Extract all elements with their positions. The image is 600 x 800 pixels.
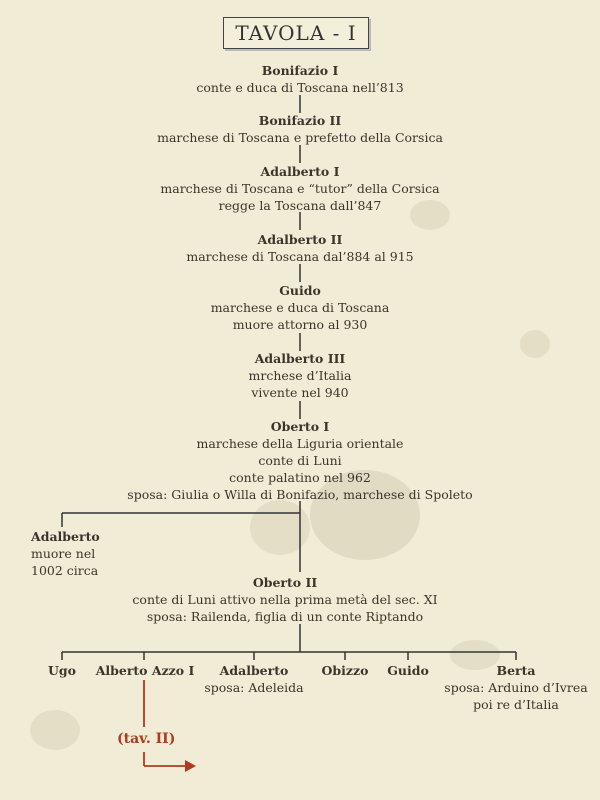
person-name: Bonifazio I	[261, 63, 339, 78]
person-name: Ugo	[48, 663, 76, 678]
page-title: TAVOLA - I	[223, 17, 369, 49]
person-info: poi re d’Italia	[473, 697, 559, 712]
person-name: Adalberto III	[254, 351, 346, 366]
person-adalberto-iii	[249, 350, 352, 401]
person-name: Adalberto II	[257, 232, 343, 247]
person-info: vivente nel 940	[251, 385, 349, 400]
person-info: 1002 circa	[31, 563, 99, 578]
person-info: marchese di Toscana e “tutor” della Corsica	[160, 181, 440, 196]
person-name: Guido	[279, 283, 321, 298]
person-info: marchese e duca di Toscana	[210, 300, 390, 315]
person-oberto-ii	[132, 574, 437, 625]
person-obizzo	[322, 662, 369, 679]
person-info: sposa: Giulia o Willa di Bonifazio, marchese di Spoleto	[127, 487, 473, 502]
person-info: muore nel	[31, 546, 96, 561]
person-info: conte palatino nel 962	[229, 470, 371, 485]
person-name: Oberto II	[252, 575, 318, 590]
person-bonifazio-i	[196, 62, 403, 96]
person-name: Guido	[387, 663, 429, 678]
table-reference-link[interactable]: (tav. II)	[117, 731, 176, 747]
person-info: sposa: Railenda, figlia di un conte Riptando	[146, 609, 424, 624]
person-info: conte di Luni attivo nella prima metà del sec. XI	[132, 592, 438, 607]
reference-arrow	[144, 680, 188, 766]
person-adalberto-grandson	[204, 662, 303, 696]
person-oberto-i	[127, 418, 472, 503]
person-info: sposa: Adeleida	[204, 680, 304, 695]
person-info: regge la Toscana dall’847	[218, 198, 382, 213]
person-name: Adalberto	[31, 529, 100, 544]
arrow-head-icon	[185, 760, 196, 772]
person-info: mrchese d’Italia	[248, 368, 352, 383]
person-name: Bonifazio II	[258, 113, 342, 128]
person-info: marchese di Toscana dal’884 al 915	[186, 249, 414, 264]
person-name: Berta	[496, 663, 536, 678]
person-adalberto-son	[31, 528, 100, 579]
person-adalberto-i	[160, 163, 439, 214]
person-name: Adalberto I	[260, 164, 340, 179]
person-bonifazio-ii	[157, 112, 443, 146]
person-name: Oberto I	[270, 419, 330, 434]
person-guido-grandson	[387, 662, 429, 679]
person-berta	[444, 662, 587, 713]
person-alberto-azzo-i	[96, 662, 195, 679]
person-ugo	[48, 662, 76, 679]
person-info: marchese della Liguria orientale	[196, 436, 404, 451]
person-name: Obizzo	[321, 663, 369, 678]
person-info: muore attorno al 930	[232, 317, 368, 332]
person-adalberto-ii	[186, 231, 413, 265]
person-guido	[211, 282, 390, 333]
person-name: Alberto Azzo I	[95, 663, 195, 678]
person-info: conte di Luni	[258, 453, 342, 468]
person-info: marchese di Toscana e prefetto della Corsica	[157, 130, 443, 145]
person-info: sposa: Arduino d’Ivrea	[444, 680, 588, 695]
person-name: Adalberto	[219, 663, 289, 678]
person-info: conte e duca di Toscana nell’813	[196, 80, 404, 95]
